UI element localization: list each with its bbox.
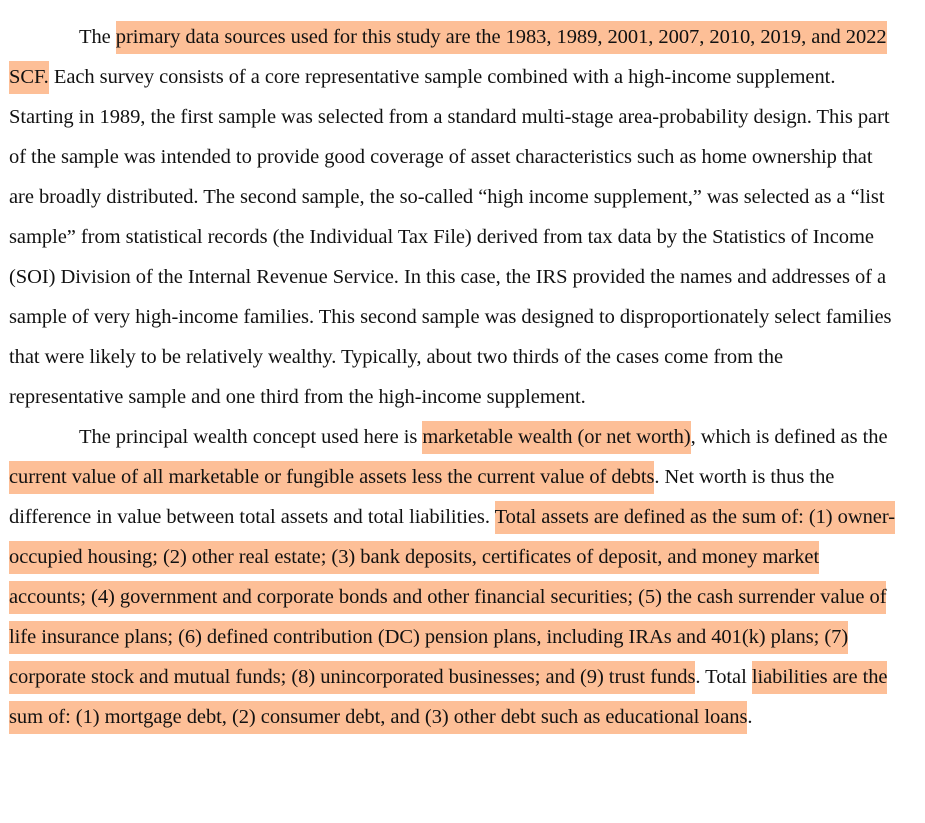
text-segment: The	[79, 26, 116, 48]
text-segment: Each survey consists of a core representative sample combined with a high-income supplement. Starting in 1989, the first sample was selected from a standard multi-stage area-probability design. This part of the sample was intended to provide good coverage of asset characteristics such as home ownership that are broadly distributed. The second sample, the so-called “high income supplement,” was selected as a “list sample” from statistical records (the Individual Tax File) derived from tax data by the Statistics of Income (SOI) Division of the Internal Revenue Service. In this case, the IRS provided the names and addresses of a sample of very high-income families. This second sample was designed to disproportionately select families that were likely to be relatively wealthy. Typically, about two thirds of the cases come from the representative sample and one third from the high-income supplement.	[9, 66, 892, 408]
text-segment: . Total	[695, 666, 752, 688]
highlighted-text: primary data sources used for this study are the 1983, 1989, 2001, 2007, 2010, 2019, and 2022 SCF.	[9, 21, 887, 94]
paragraph-data-sources	[9, 17, 899, 417]
document-body	[9, 17, 899, 737]
text-segment: The principal wealth concept used here is	[79, 426, 423, 448]
highlighted-text: liabilities are the sum of: (1) mortgage debt, (2) consumer debt, and (3) other debt such as educational loans	[9, 661, 887, 734]
paragraph-wealth-concept	[9, 417, 899, 737]
text-segment: . Net worth is thus the difference in value between total assets and total liabilities.	[9, 466, 835, 528]
text-segment: , which is defined as the	[690, 426, 888, 448]
highlighted-text: current value of all marketable or fungible assets less the current value of debts	[9, 461, 654, 494]
highlighted-text: marketable wealth (or net worth)	[422, 421, 690, 454]
text-segment: .	[747, 706, 753, 728]
highlighted-text: Total assets are defined as the sum of: (1) owner-occupied housing; (2) other real estate; (3) bank deposits, certificates of deposit, and money market accounts; (4) government and corporate bonds and other financial securities; (5) the cash surrender value of life insurance plans; (6) defined contribution (DC) pension plans, including IRAs and 401(k) plans; (7) corporate stock and mutual funds; (8) unincorporated businesses; and (9) trust funds	[9, 501, 895, 694]
